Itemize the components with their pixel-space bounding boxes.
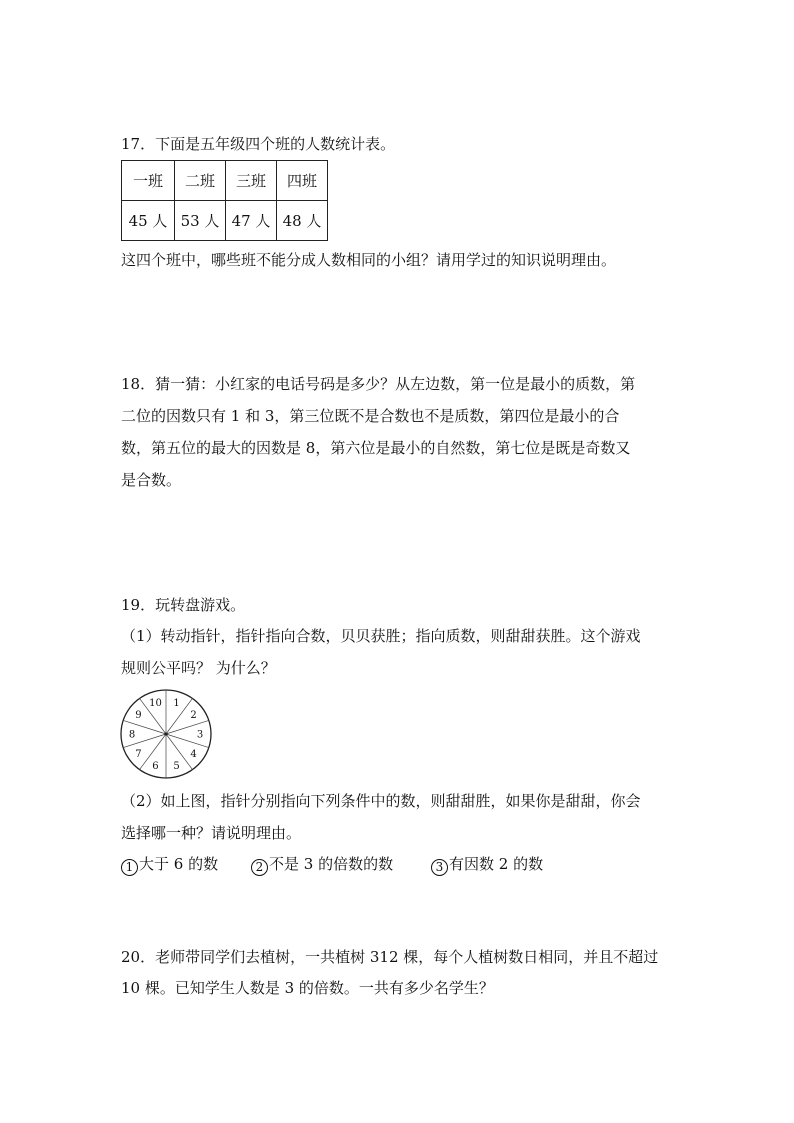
table-header-cell: 一班 xyxy=(122,161,175,201)
class-count-table xyxy=(121,160,328,241)
table-cell: 48 人 xyxy=(277,201,328,241)
q18-line: 数，第五位的最大的因数是 8，第六位是最小的自然数，第七位是既是奇数又 xyxy=(121,439,631,457)
q20-line: 20．老师带同学们去植树，一共植树 312 棵，每个人植树数日相同，并且不超过 xyxy=(121,948,659,966)
option-2 xyxy=(251,854,393,876)
table-cell: 47 人 xyxy=(226,201,277,241)
spinner-wheel xyxy=(120,688,216,780)
q19-stem: 19．玩转盘游戏。 xyxy=(121,596,246,614)
q19-part1-line: （1）转动指针，指针指向合数，贝贝获胜；指向质数，则甜甜获胜。这个游戏 xyxy=(121,627,641,645)
table-header-row xyxy=(122,161,328,201)
circled-number: 3 xyxy=(431,859,448,876)
q19-part2-line: （2）如上图，指针分别指向下列条件中的数，则甜甜胜，如果你是甜甜，你会 xyxy=(121,792,641,810)
spinner-number: 4 xyxy=(190,748,197,760)
q17-stem: 17．下面是五年级四个班的人数统计表。 xyxy=(121,135,396,153)
q20-line: 10 棵。已知学生人数是 3 的倍数。一共有多少名学生？ xyxy=(121,979,494,997)
spinner-number: 10 xyxy=(149,698,162,710)
spinner-number: 7 xyxy=(135,748,142,760)
table-header-cell: 四班 xyxy=(277,161,328,201)
spinner-number: 9 xyxy=(135,710,142,722)
table-row xyxy=(122,201,328,241)
option-text: 大于 6 的数 xyxy=(139,855,219,873)
table-header-cell: 三班 xyxy=(226,161,277,201)
table-header-cell: 二班 xyxy=(175,161,226,201)
table-cell: 53 人 xyxy=(175,201,226,241)
circled-number: 2 xyxy=(251,859,268,876)
spinner-number: 2 xyxy=(190,710,197,722)
circled-number: 1 xyxy=(121,859,138,876)
spinner-number: 8 xyxy=(128,729,136,741)
spinner-number: 6 xyxy=(152,760,159,772)
spinner-number: 1 xyxy=(173,698,180,710)
spinner-center-dot xyxy=(164,732,167,735)
q17-question: 这四个班中，哪些班不能分成人数相同的小组？请用学过的知识说明理由。 xyxy=(121,251,617,269)
table-cell: 45 人 xyxy=(122,201,175,241)
spinner-number: 5 xyxy=(173,760,180,772)
option-1 xyxy=(121,854,218,876)
q19-part2-line: 选择哪一种？请说明理由。 xyxy=(121,824,302,842)
q18-line: 18．猜一猜：小红家的电话号码是多少？从左边数，第一位是最小的质数，第 xyxy=(121,375,636,393)
q18-line: 是合数。 xyxy=(121,471,182,489)
q19-part1-line: 规则公平吗？ 为什么？ xyxy=(121,659,276,677)
option-text: 有因数 2 的数 xyxy=(449,855,544,873)
spinner-number: 3 xyxy=(196,729,204,741)
q18-line: 二位的因数只有 1 和 3，第三位既不是合数也不是质数，第四位是最小的合 xyxy=(121,407,620,425)
option-3 xyxy=(431,854,543,876)
option-text: 不是 3 的倍数的数 xyxy=(269,855,394,873)
